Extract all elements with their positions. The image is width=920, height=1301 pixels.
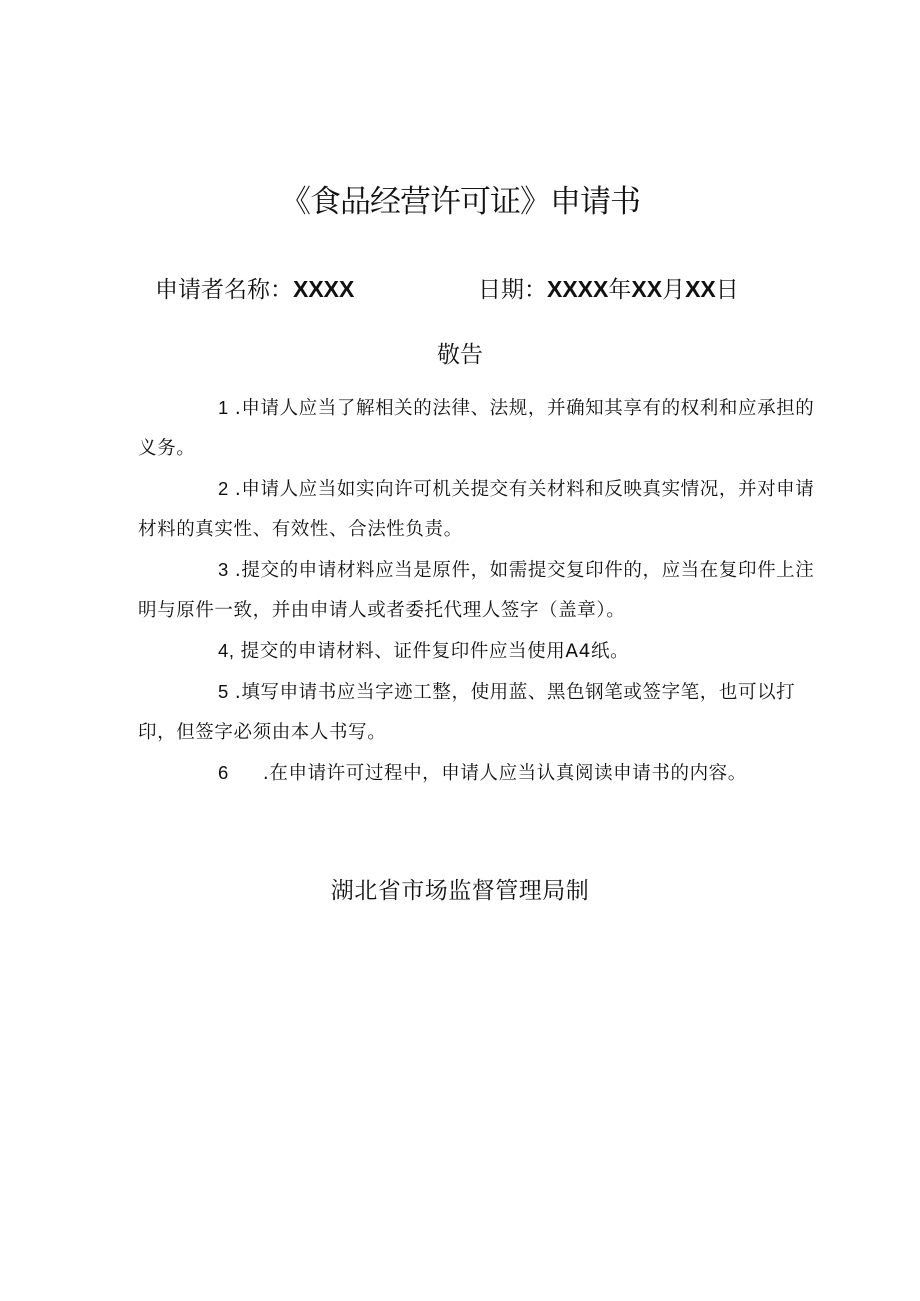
- date-field: [478, 271, 739, 304]
- notice-number: 6: [218, 762, 229, 783]
- notice-item: [138, 550, 818, 631]
- issuer: 湖北省市场监督管理局制: [330, 878, 590, 904]
- applicant-label: 申请者名称：: [155, 277, 293, 303]
- notice-list: [138, 388, 818, 794]
- notice-text: .在申请许可过程中，申请人应当认真阅读申请书的内容。: [262, 763, 747, 784]
- notice-number: 1: [218, 397, 229, 418]
- notice-text: .提交的申请材料应当是原件，如需提交复印件的，应当在复印件上注明与原件一致，并由申请人或者委托代理人签字（盖章）。: [138, 560, 815, 621]
- notice-item: [138, 388, 818, 469]
- applicant-value: XXXX: [293, 276, 355, 302]
- notice-text: .申请人应当如实向许可机关提交有关材料和反映真实情况，并对申请材料的真实性、有效性、合法性负责。: [138, 479, 815, 540]
- notice-item: [138, 469, 818, 550]
- date-day: XX: [685, 276, 716, 302]
- notice-number: 2: [218, 478, 229, 499]
- notice-item: [138, 672, 818, 753]
- date-month: XX: [631, 276, 663, 302]
- notice-number: 3: [218, 559, 229, 580]
- date-day-unit: 日: [715, 277, 739, 303]
- date-year: XXXX: [547, 276, 609, 302]
- notice-text: .填写申请书应当字迹工整，使用蓝、黑色钢笔或签字笔，也可以打印，但签字必须由本人书写。: [138, 682, 796, 743]
- notice-item: [138, 631, 818, 672]
- notice-number: 5: [218, 681, 229, 702]
- page-title: 《食品经营许可证》申请书: [280, 184, 640, 220]
- notice-item: [138, 753, 818, 794]
- date-label: 日期：: [478, 277, 547, 303]
- notice-text: 提交的申请材料、证件复印件应当使用A4纸。: [240, 641, 630, 662]
- notice-number: 4,: [218, 640, 235, 661]
- date-year-unit: 年: [608, 277, 632, 303]
- notice-heading: 敬告: [437, 342, 483, 368]
- notice-text: .申请人应当了解相关的法律、法规，并确知其享有的权利和应承担的义务。: [138, 398, 815, 459]
- applicant-field: [155, 271, 354, 304]
- date-month-unit: 月: [662, 277, 686, 303]
